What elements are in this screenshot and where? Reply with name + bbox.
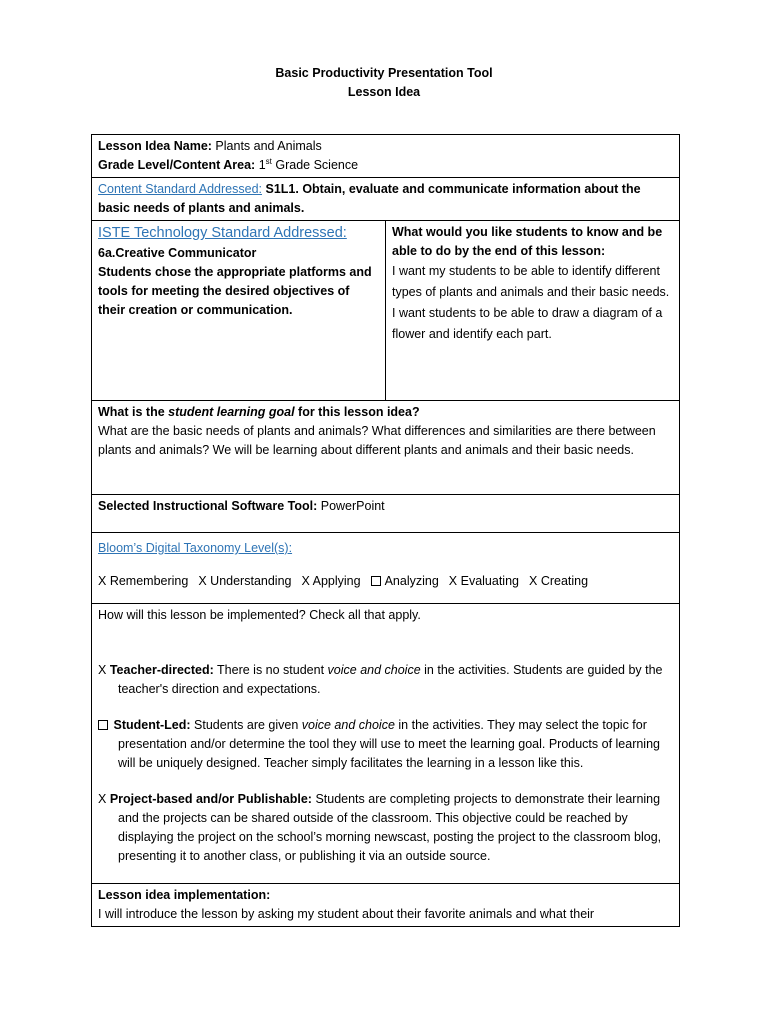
implementation-option-label: Project-based and/or Publishable: <box>109 792 312 806</box>
implementation-options <box>98 661 673 866</box>
learning-goal-post: for this lesson idea? <box>298 405 420 419</box>
idea-implementation-row <box>92 884 680 927</box>
check-mark: X <box>301 574 310 588</box>
bloom-level-item <box>98 574 188 588</box>
lesson-name-line <box>98 137 673 156</box>
learning-goal-answer: What are the basic needs of plants and animals? What differences and similarities are there between plants and animals? We will be learning about different plants and animals and their basic needs. <box>98 424 656 457</box>
grade-level-number: 1 <box>258 158 266 172</box>
document-subtitle: Lesson Idea <box>347 85 421 99</box>
check-mark: X <box>98 574 107 588</box>
implementation-option-text: in the activities. Students are guided by the teacher's direction and expectations. <box>118 663 663 696</box>
idea-implementation-text: I will introduce the lesson by asking my student about their favorite animals and what their <box>98 907 595 921</box>
bloom-level-item <box>529 574 588 588</box>
content-standard-row <box>92 178 680 221</box>
iste-row <box>92 221 680 401</box>
grade-level-label: Grade Level/Content Area: <box>98 158 256 172</box>
implementation-option-label: Teacher-directed: <box>109 663 214 677</box>
know-question: What would you like students to know and be able to do by the end of this lesson: <box>392 225 663 258</box>
know-answer: I want my students to be able to identify different types of plants and animals and their basic needs. I want students to be able to draw a diagram of a flower and identify each part. <box>392 264 670 341</box>
check-mark: X <box>528 574 538 588</box>
implementation-option <box>98 661 673 699</box>
bloom-levels-list <box>98 572 673 591</box>
grade-level-line <box>98 156 673 175</box>
implementation-option-text: Students are completing projects to demonstrate their learning and the projects can be shared outside of the classroom. This objective could be reached by displaying the project on the school’s morning newscast, posting the project to the classroom blog, presenting it to another class, or publishing it via an outside source. <box>118 792 662 863</box>
check-mark: X <box>98 663 107 677</box>
implementation-option-emphasis: voice and choice <box>301 718 395 732</box>
bloom-taxonomy-link[interactable]: Bloom’s Digital Taxonomy Level(s): <box>98 541 293 555</box>
implementation-option <box>98 716 673 773</box>
iste-standard-description: Students chose the appropriate platforms and tools for meeting the desired objectives of their creation or communication. <box>98 265 372 317</box>
checkbox-icon[interactable] <box>371 576 381 586</box>
content-standard-link[interactable]: Content Standard Addressed: <box>98 182 263 196</box>
page-header <box>0 64 768 102</box>
implementation-option-text: in the activities. They may select the topic for presentation and/or determine the tool they will use to meet the learning goal. Products of learning will be uniquely designed. Teacher simply facilitates the learning in a lesson like this. <box>118 718 660 770</box>
check-mark: X <box>98 792 107 806</box>
document-title: Basic Productivity Presentation Tool <box>275 66 493 80</box>
implementation-question: How will this lesson be implemented? Check all that apply. <box>98 608 421 622</box>
bloom-level-item <box>371 574 439 588</box>
lesson-name-value: Plants and Animals <box>215 139 322 153</box>
lesson-table <box>91 134 680 927</box>
implementation-option <box>98 790 673 866</box>
lesson-info-row <box>92 135 680 178</box>
bloom-level-label: Analyzing <box>384 574 439 588</box>
bloom-level-label: Evaluating <box>460 574 519 588</box>
bloom-level-item <box>198 574 291 588</box>
check-mark: X <box>448 574 458 588</box>
learning-goal-pre: What is the <box>98 405 165 419</box>
grade-level-suffix: st <box>265 156 272 166</box>
check-mark: X <box>198 574 207 588</box>
lesson-name-label: Lesson Idea Name: <box>98 139 212 153</box>
bloom-level-item <box>449 574 519 588</box>
bloom-level-label: Remembering <box>109 574 189 588</box>
learning-goal-emphasis: student learning goal <box>168 405 295 419</box>
software-value: PowerPoint <box>320 499 385 513</box>
learning-goal-question <box>98 403 673 422</box>
implementation-option-text: There is no student <box>217 663 325 677</box>
bloom-row <box>92 533 680 604</box>
content-standard-value: S1L1. Obtain, evaluate and communicate information about the basic needs of plants and animals. <box>98 182 641 215</box>
iste-standard-code: 6a.Creative Communicator <box>98 246 257 260</box>
checkbox-icon[interactable] <box>98 720 108 730</box>
software-label: Selected Instructional Software Tool: <box>98 499 318 513</box>
implementation-option-label: Student-Led: <box>113 718 191 732</box>
bloom-level-label: Understanding <box>210 574 292 588</box>
idea-implementation-label: Lesson idea implementation: <box>98 888 271 902</box>
iste-standard-link[interactable]: ISTE Technology Standard Addressed: <box>98 225 347 241</box>
bloom-level-label: Creating <box>540 574 589 588</box>
bloom-level-label: Applying <box>312 574 361 588</box>
learning-goal-row <box>92 401 680 495</box>
implementation-row <box>92 604 680 884</box>
implementation-option-emphasis: voice and choice <box>327 663 421 677</box>
grade-level-value: Grade Science <box>275 158 359 172</box>
implementation-option-text: Students are given <box>194 718 299 732</box>
bloom-level-item <box>301 574 360 588</box>
software-row <box>92 495 680 533</box>
